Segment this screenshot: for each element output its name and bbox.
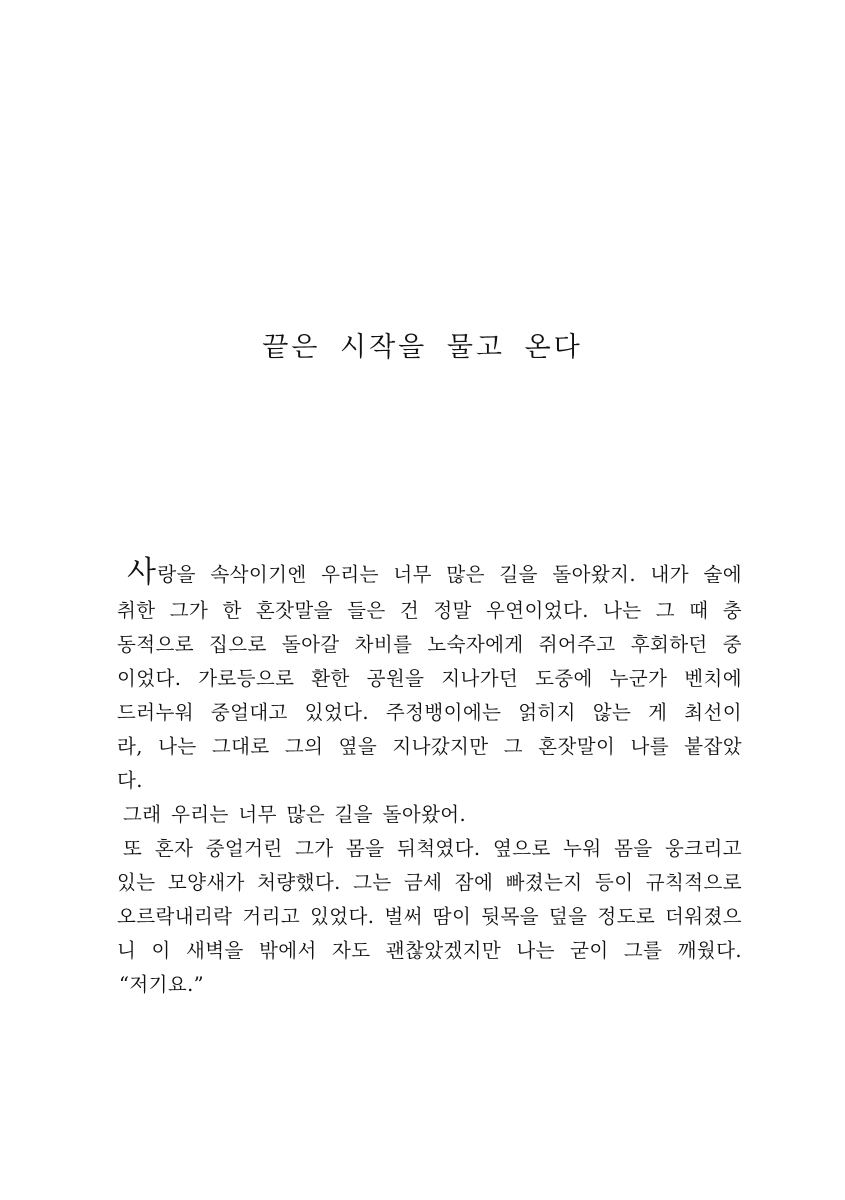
text-line-4: 이었다. 가로등으로 환한 공원을 지나가던 도중에 누군가 벤치에	[117, 667, 742, 690]
text-line-12: 니 이 새벽을 밖에서 자도 괜찮았겠지만 나는 굳이 그를 깨웠다.	[117, 939, 742, 962]
text-line-11: 오르락내리락 거리고 있었다. 벌써 땀이 뒷목을 덮을 정도로 더워졌으	[117, 905, 742, 928]
text-line-13: “저기요.”	[119, 973, 205, 996]
text-line-8: 그래 우리는 너무 많은 길을 돌아왔어.	[123, 803, 467, 826]
text-line-3: 동적으로 집으로 돌아갈 차비를 노숙자에게 쥐어주고 후회하던 중	[117, 633, 742, 656]
text-line-2: 취한 그가 한 혼잣말을 들은 건 정말 우연이었다. 나는 그 때 충	[117, 599, 742, 622]
text-line-10: 있는 모양새가 처량했다. 그는 금세 잠에 빠졌는지 등이 규칙적으로	[117, 871, 742, 894]
text-line-9: 또 혼자 중얼거린 그가 몸을 뒤척였다. 옆으로 누워 몸을 웅크리고	[123, 837, 742, 860]
text-line-1-rest: 랑을 속삭이기엔 우리는 너무 많은 길을 돌아왔지. 내가 술에	[157, 563, 742, 586]
text-line-6: 라, 나는 그대로 그의 옆을 지나갔지만 그 혼잣말이 나를 붙잡았	[117, 735, 742, 758]
body-text	[117, 552, 742, 1002]
text-line-7: 다.	[117, 769, 143, 792]
drop-cap: 사	[127, 555, 157, 590]
text-line-1	[117, 552, 742, 594]
chapter-title: 끝은 시작을 물고 온다	[262, 332, 583, 363]
text-line-5: 드러누워 중얼대고 있었다. 주정뱅이에는 얽히지 않는 게 최선이	[117, 701, 742, 724]
